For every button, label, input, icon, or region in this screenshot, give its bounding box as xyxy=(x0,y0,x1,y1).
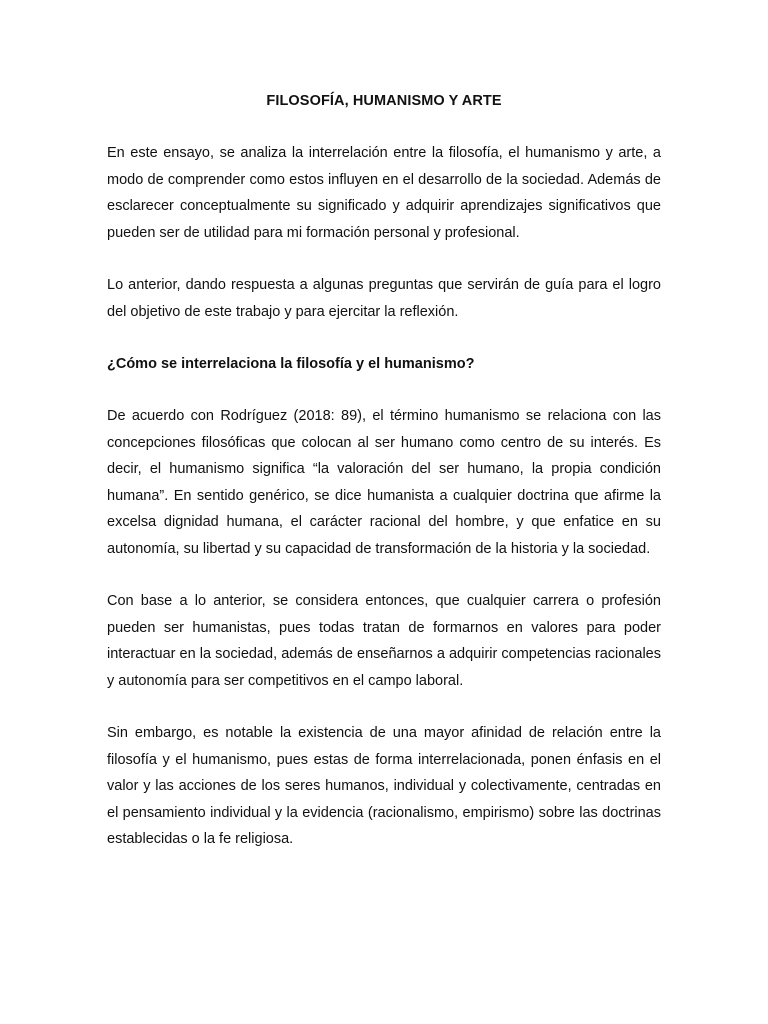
section-heading: ¿Cómo se interrelaciona la filosofía y el humanismo? xyxy=(107,356,475,372)
intro-paragraph: Lo anterior, dando respuesta a algunas preguntas que servirán de guía para el logro del objetivo de este trabajo y para ejercitar la reflexión. xyxy=(107,277,661,320)
section-paragraph: Sin embargo, es notable la existencia de una mayor afinidad de relación entre la filosofía y el humanismo, pues estas de forma interrelacionada, ponen énfasis en el valor y las acciones de los seres humanos, individual y colectivamente, centradas en el pensamiento individual y la evidencia (racionalismo, empirismo) sobre las doctrinas establecidas o la fe religiosa. xyxy=(107,725,661,847)
section-paragraph: Con base a lo anterior, se considera entonces, que cualquier carrera o profesión pueden ser humanistas, pues todas tratan de formarnos en valores para poder interactuar en la sociedad, además de enseñarnos a adquirir competencias racionales y autonomía para ser competitivos en el campo laboral. xyxy=(107,593,661,689)
document-title: FILOSOFÍA, HUMANISMO Y ARTE xyxy=(266,93,502,109)
section-paragraph: De acuerdo con Rodríguez (2018: 89), el término humanismo se relaciona con las concepciones filosóficas que colocan al ser humano como centro de su interés. Es decir, el humanismo significa “la valoración del ser humano, la propia condición humana”. En sentido genérico, se dice humanista a cualquier doctrina que afirme la excelsa dignidad humana, el carácter racional del hombre, y que enfatice en su autonomía, su libertad y su capacidad de transformación de la historia y la sociedad. xyxy=(107,408,661,557)
document-body xyxy=(107,88,661,879)
intro-paragraph: En este ensayo, se analiza la interrelación entre la filosofía, el humanismo y arte, a modo de comprender como estos influyen en el desarrollo de la sociedad. Además de esclarecer conceptualmente su significado y adquirir aprendizajes significativos que pueden ser de utilidad para mi formación personal y profesional. xyxy=(107,145,661,241)
